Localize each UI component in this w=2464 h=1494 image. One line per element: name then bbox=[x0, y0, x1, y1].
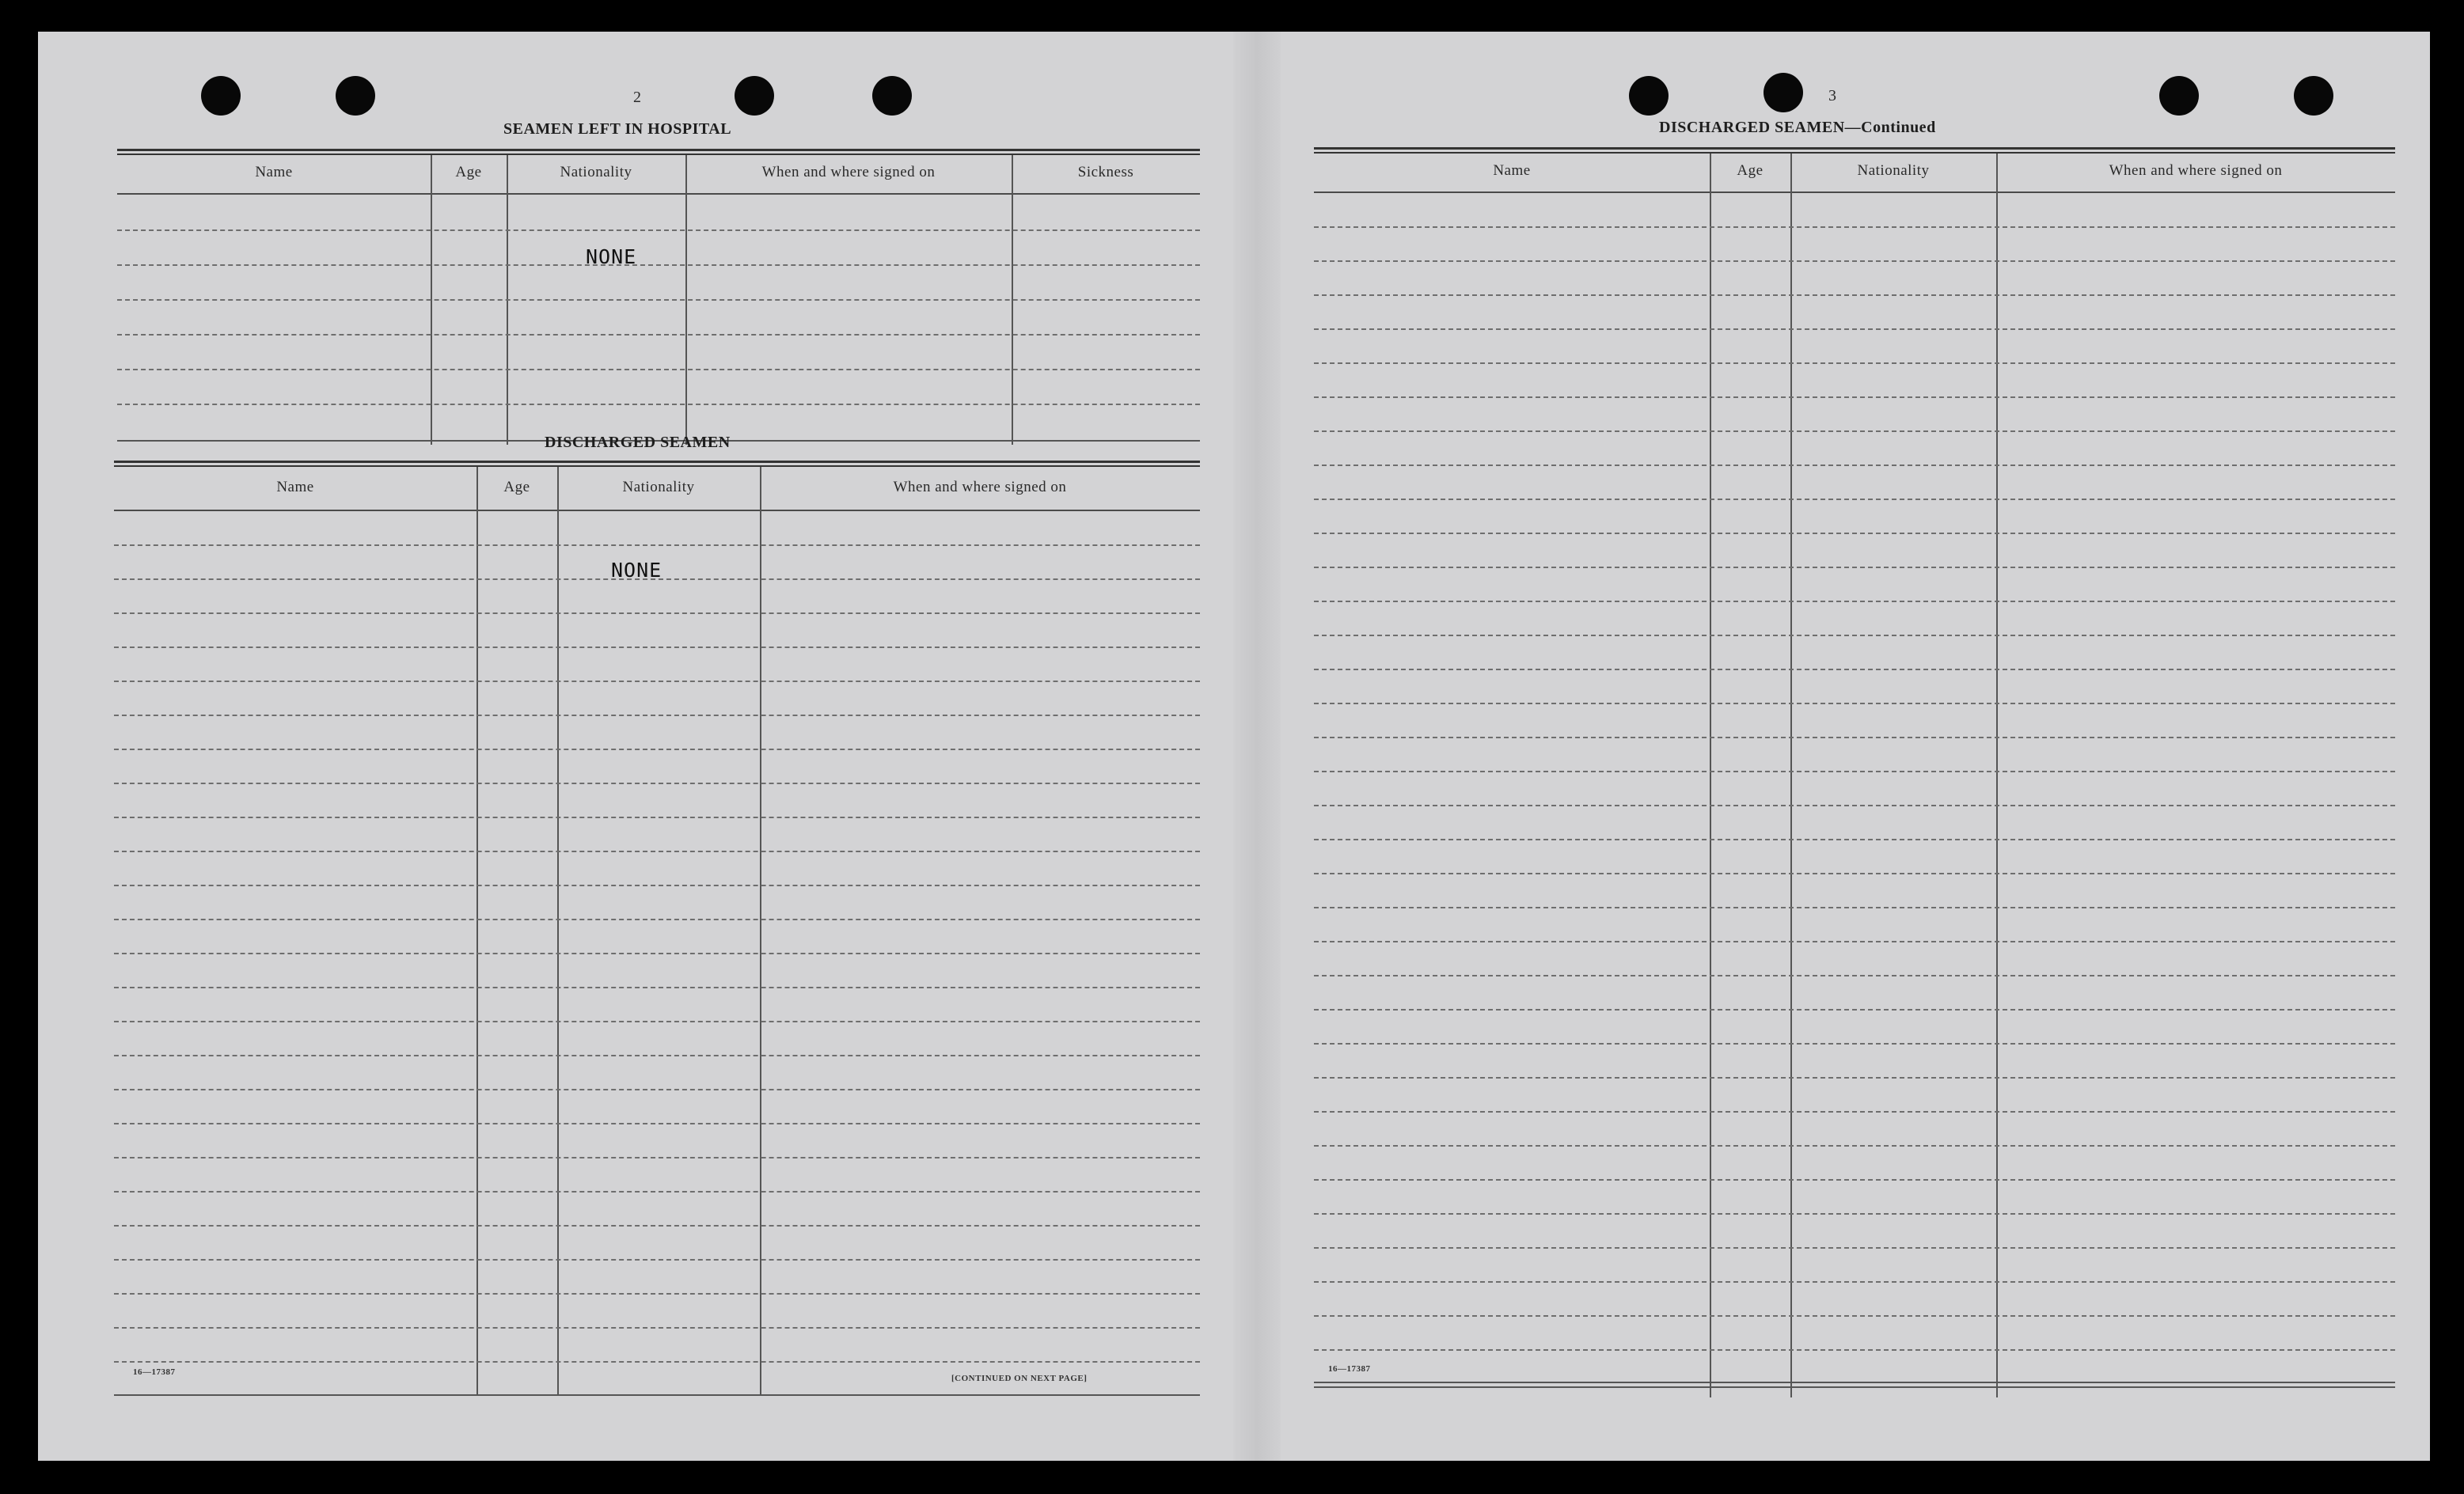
punch-hole bbox=[201, 76, 241, 116]
hospital-table bbox=[117, 149, 1200, 445]
punch-hole bbox=[735, 76, 774, 116]
punch-hole bbox=[336, 76, 375, 116]
continued-note: [CONTINUED ON NEXT PAGE] bbox=[951, 1374, 1088, 1383]
section-title-hospital: SEAMEN LEFT IN HOSPITAL bbox=[503, 120, 732, 138]
hospital-entry: NONE bbox=[586, 245, 637, 268]
column-header-when-where: When and where signed on bbox=[893, 479, 1067, 495]
section-title-text: DISCHARGED SEAMEN bbox=[1659, 119, 1845, 136]
page-number: 3 bbox=[1828, 87, 1836, 104]
punch-hole bbox=[1764, 73, 1803, 112]
discharged-table-header bbox=[114, 472, 1200, 503]
column-header-age: Age bbox=[1737, 162, 1764, 179]
punch-hole bbox=[1629, 76, 1669, 116]
column-header-age: Age bbox=[455, 164, 482, 180]
column-header-when-where: When and where signed on bbox=[761, 164, 936, 180]
section-title-suffix: —Continued bbox=[1844, 119, 1936, 136]
discharged-continued-header bbox=[1314, 155, 2395, 187]
column-header-name: Name bbox=[1493, 162, 1531, 179]
punch-hole bbox=[872, 76, 912, 116]
column-header-name: Name bbox=[276, 479, 314, 495]
form-number: 16—17387 bbox=[1328, 1364, 1371, 1374]
section-title-discharged-continued bbox=[1659, 119, 1936, 137]
page-number: 2 bbox=[633, 89, 641, 106]
document-sheet bbox=[38, 32, 2430, 1461]
column-header-sickness: Sickness bbox=[1077, 164, 1134, 180]
column-header-name: Name bbox=[255, 164, 293, 180]
form-number: 16—17387 bbox=[133, 1367, 176, 1377]
discharged-table bbox=[114, 461, 1200, 1397]
discharged-continued-table bbox=[1314, 147, 2395, 1399]
column-header-when-where: When and where signed on bbox=[2109, 162, 2283, 179]
column-header-nationality: Nationality bbox=[622, 479, 695, 495]
discharged-entry: NONE bbox=[611, 559, 663, 582]
column-header-nationality: Nationality bbox=[1857, 162, 1930, 179]
section-title-discharged: DISCHARGED SEAMEN bbox=[545, 434, 731, 451]
punch-hole bbox=[2159, 76, 2199, 116]
column-header-nationality: Nationality bbox=[560, 164, 632, 180]
punch-hole bbox=[2294, 76, 2333, 116]
page-gutter bbox=[1233, 32, 1281, 1461]
column-header-age: Age bbox=[503, 479, 530, 495]
hospital-table-header bbox=[117, 157, 1200, 188]
